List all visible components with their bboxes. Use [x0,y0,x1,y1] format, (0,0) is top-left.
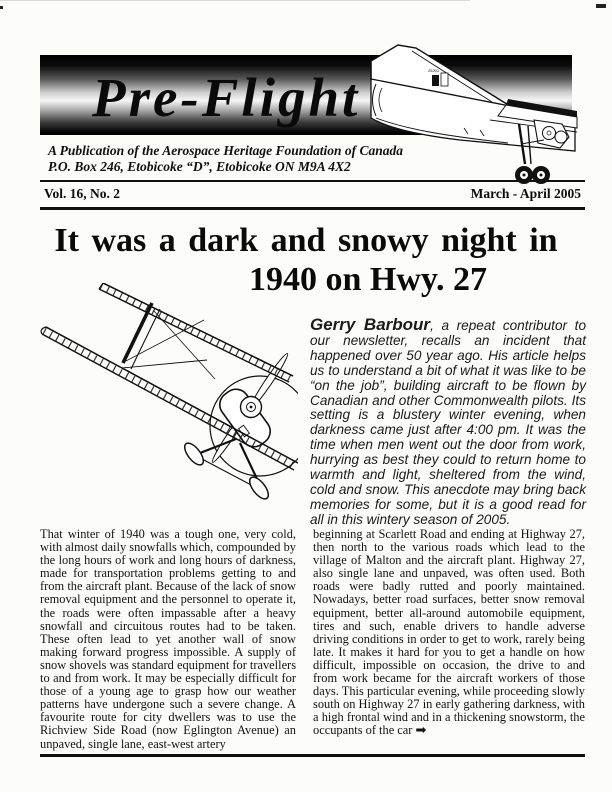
body-column-right [313,528,585,738]
headline-line-1: It was a dark and snowy night in [54,222,558,259]
headline-line-2: 1940 on Hwy. 27 [248,261,488,298]
issue-date: March - April 2005 [470,186,581,201]
right-column-text: beginning at Scarlett Road and ending at Highway 27, then north to the various roads which lead to the village of Malton and the aircraft plant. Highway 27, also single lane and unpaved, was often used. Both roads were badly rutted and poorly maintained. Nowadays, better road surfaces, better snow removal equipment, better all-around automobile equipment, tires and such, enable drivers to handle adverse driving conditions in order to get to work, rarely being late. It makes it hard for you to get a handle on how difficult, impossible on occasion, the drive to and from work became for the aircraft workers of those days. This particular evening, while proceeding slowly south on Highway 27 in early gathering darkness, with a high frontal wind and in a thickening snowstorm, the occupants of the car [313,527,585,738]
publisher-line-2: P.O. Box 246, Etobicoke “D”, Etobicoke ON M9A 4X2 [48,159,351,174]
author-name: Gerry Barbour [310,315,431,334]
rule-thick [40,207,585,210]
scan-streak [0,0,470,1]
rule-bottom [40,754,585,757]
newsletter-title: Pre-Flight [92,67,361,128]
publisher-line-1: A Publication of the Aerospace Heritage Foundation of Canada [48,143,404,158]
volume-label: Vol. 16, No. 2 [44,186,121,201]
jet-tail-illustration [368,40,582,192]
scan-speck [596,4,606,8]
body-column-left: That winter of 1940 was a tough one, very cold, with almost daily snowfalls which, compounded by the long hours of work and long hours of darkness, made for transportation problems getting to and from the aircraft plant. Because of the lack of snow removal equipment and the personnel to operate it, the roads were often impassable after a heavy snowfall and circuitous routes had to be taken. These often lead to yet another wall of snow making forward progress impossible. A supply of snow shovels was standard equipment for travellers to and from work. It may be especially difficult for those of a young age to grasp how our weather patterns have undergone such a severe change. A favourite route for city dwellers was to use the Richview Side Road (now Eglington Avenue) an unpaved, single lane, east-west artery [40,527,297,751]
continued-arrow-icon: ➡ [415,723,427,739]
biplane-illustration [8,283,298,525]
jet-serial: 25201 [428,68,440,73]
scan-speck [0,6,3,9]
article-intro [310,315,587,528]
intro-text: , a repeat contributor to our newsletter, recalls an incident that happened over 50 year ago. His article helps us to understand a bit of what it was like to be “on the job”, building aircraft to be flown by Canadian and other Commonwealth pilots. Its setting is a blustery winter evening, when darkness came just after 4:00 pm. It was the time when men went out the door from work, hurrying as best they could to return home to warmth and light, sheltered from the wind, cold and snow. This anecdote may bring back memories for some, but it is a good read for all in this wintery season of 2005. [310,318,587,527]
